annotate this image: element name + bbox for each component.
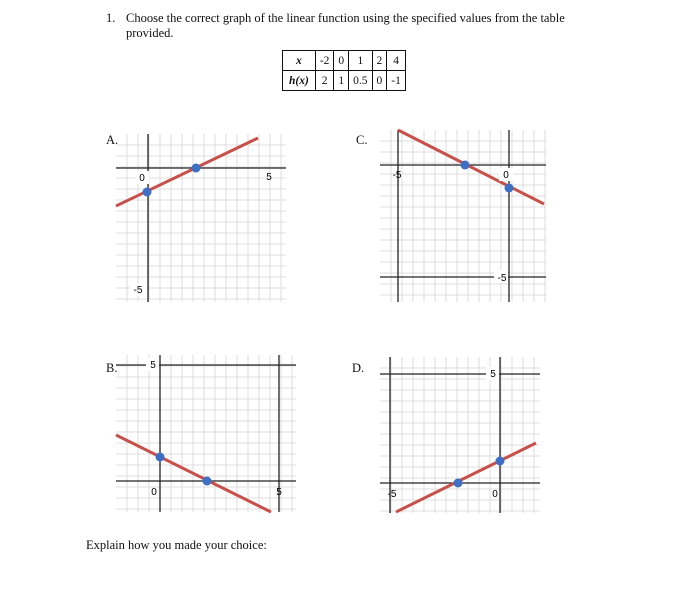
- table-header-h: h(x): [283, 71, 316, 91]
- intercept-point: [496, 457, 505, 466]
- graph-option-b[interactable]: [116, 355, 296, 512]
- grid: [116, 134, 286, 302]
- graph-option-a[interactable]: [116, 134, 286, 302]
- table-cell: 1: [349, 51, 372, 71]
- intercept-point: [192, 164, 201, 173]
- tick-label-origin: 0: [492, 489, 498, 500]
- tick-label-y: 5: [490, 369, 496, 380]
- tick-label-origin: 0: [151, 487, 157, 498]
- question-number: 1.: [106, 11, 116, 25]
- table-cell: -1: [387, 71, 406, 91]
- tick-label-y: -5: [133, 285, 143, 296]
- values-table: [282, 50, 406, 91]
- tick-label-x: 5: [266, 172, 272, 183]
- tick-label-origin: 0: [503, 170, 509, 181]
- tick-label-origin: 0: [139, 173, 145, 184]
- table-cell: -2: [315, 51, 334, 71]
- table-cell: 1: [334, 71, 349, 91]
- intercept-point: [454, 479, 463, 488]
- table-cell: 0: [372, 71, 387, 91]
- option-d-label[interactable]: D.: [352, 361, 365, 375]
- tick-label-x: 5: [276, 487, 282, 498]
- table-row-h: [283, 71, 406, 91]
- explain-prompt: Explain how you made your choice:: [86, 538, 267, 552]
- table-cell: 2: [372, 51, 387, 71]
- intercept-point: [143, 188, 152, 197]
- option-c-label[interactable]: C.: [356, 133, 368, 147]
- function-line: [396, 443, 536, 512]
- tick-label-x: -5: [387, 489, 397, 500]
- table-header-x: x: [283, 51, 316, 71]
- grid: [380, 357, 540, 513]
- tick-label-y: 5: [150, 360, 156, 371]
- option-b-label[interactable]: B.: [106, 361, 118, 375]
- table-cell: 2: [315, 71, 334, 91]
- grid: [116, 355, 296, 512]
- graph-option-d[interactable]: [380, 357, 540, 513]
- option-a-label[interactable]: A.: [106, 133, 119, 147]
- intercept-point: [203, 477, 212, 486]
- intercept-point: [461, 161, 470, 170]
- intercept-point: [505, 184, 514, 193]
- table-cell: 4: [387, 51, 406, 71]
- tick-label-y: -5: [497, 273, 507, 284]
- graph-option-c[interactable]: [380, 130, 546, 302]
- question-text: Choose the correct graph of the linear function using the specified values from the table provided.: [126, 11, 565, 40]
- table-cell: 0: [334, 51, 349, 71]
- intercept-point: [156, 453, 165, 462]
- tick-label-x: -5: [392, 170, 402, 181]
- table-row-x: [283, 51, 406, 71]
- grid: [380, 130, 546, 302]
- table-cell: 0.5: [349, 71, 372, 91]
